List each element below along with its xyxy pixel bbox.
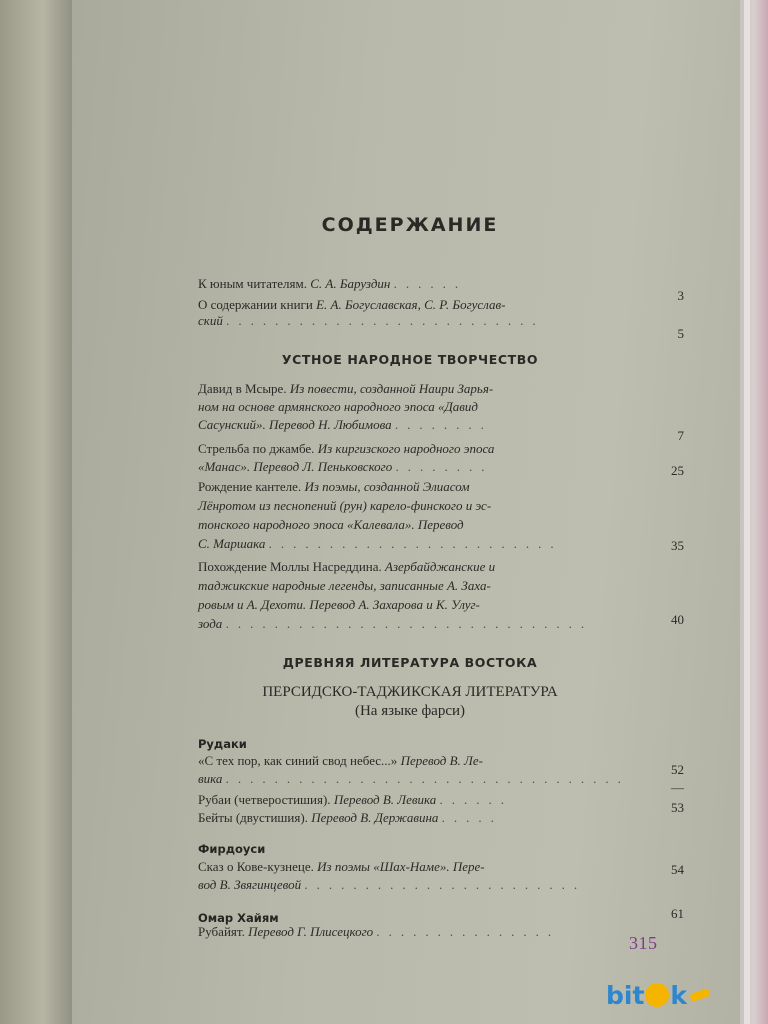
toc-entry-strelba-l2: «Манас». Перевод Л. Пеньковского ........ (198, 459, 494, 474)
right-page-edge-line (744, 0, 750, 1024)
page-number-stamp: 315 (629, 933, 658, 953)
toc-entry-kantele-l3: тонского народного эпоса «Калевала». Перевод (198, 517, 464, 532)
leader-dots: ........................ (268, 536, 563, 551)
leader-dots: ..... (441, 810, 503, 825)
page-ref: 3 (677, 288, 684, 303)
toc-entry-molla: Похождение Моллы Насреддина. Азербайджанские и (198, 559, 496, 574)
page-ref: 40 (671, 612, 684, 627)
toc-entry-rudaki-3: Бейты (двустишия). Перевод В. Державина ..... (198, 810, 503, 825)
toc-entry-khayyam: Рубайят. Перевод Г. Плисецкого ............... (198, 924, 561, 939)
subsection-note: (На языке фарси) (354, 703, 466, 719)
book-page (72, 0, 748, 1024)
page-ref: 35 (671, 538, 684, 553)
watermark-logo-swoosh (689, 988, 710, 1002)
page-ref: 54 (671, 862, 684, 877)
leader-dots: .............................. (225, 616, 594, 631)
toc-entry-david-l2: ном на основе армянского народного эпоса «Давид (198, 399, 478, 414)
toc-entry-rudaki-1-l2: вика ................................. (198, 771, 630, 786)
leader-dots: ...... (439, 792, 514, 807)
watermark-logo-circle (645, 983, 669, 1007)
watermark-logo-text-start: bit (606, 980, 645, 1010)
toc-entry-intro: К юным читателям. С. А. Баруздин ...... (198, 276, 468, 291)
leader-dots: .......................... (226, 313, 545, 328)
section-heading-oral: УСТНОЕ НАРОДНОЕ ТВОРЧЕСТВО (281, 352, 539, 367)
watermark-logo (606, 977, 710, 1013)
toc-entry-kantele-l4: С. Маршака ........................ (198, 536, 563, 551)
toc-entry-molla-l2: таджикские народные легенды, записанные А. Заха- (198, 578, 491, 593)
toc-entry-strelba: Стрельба по джамбе. Из киргизского народного эпоса (198, 441, 495, 456)
page-ref: 25 (671, 463, 684, 478)
author-firdousi: Фирдоуси (198, 842, 266, 856)
section-heading-ancient: ДРЕВНЯЯ ЛИТЕРАТУРА ВОСТОКА (282, 655, 538, 670)
toc-entry-about: О содержании книги Е. А. Богуславская, С. Р. Богуслав- (198, 297, 506, 312)
author-khayyam: Омар Хайям (198, 911, 279, 925)
leader-dots: ........ (395, 459, 494, 474)
toc-entry-about-cont: ский .......................... (198, 313, 545, 328)
watermark-logo-text-end: k (670, 980, 688, 1010)
toc-entry-firdousi-l2: вод В. Звягинцевой ....................... (198, 877, 587, 892)
leader-dots: ........ (394, 417, 493, 432)
leader-dots: ............... (376, 924, 561, 939)
subsection-heading-persian: ПЕРСИДСКО-ТАДЖИКСКАЯ ЛИТЕРАТУРА (262, 684, 558, 700)
toc-entry-rudaki-2: Рубаи (четверостишия). Перевод В. Левика ...... (198, 792, 514, 807)
page-ref: 53 (671, 800, 684, 815)
toc-entry-david-l3: Сасунский». Перевод Н. Любимова ........ (198, 417, 493, 432)
page-title: СОДЕРЖАНИЕ (321, 214, 499, 236)
page-ref: 61 (671, 906, 684, 921)
toc-entry-molla-l3: ровым и А. Дехоти. Перевод А. Захарова и К. Улуг- (198, 597, 480, 612)
leader-dots: ................................. (225, 771, 630, 786)
page-ref: — (671, 780, 684, 795)
toc-entry-molla-l4: зода .............................. (198, 616, 594, 631)
leader-dots: ....................... (304, 877, 587, 892)
toc-entry-kantele: Рождение кантеле. Из поэмы, созданной Элиасом (198, 479, 470, 494)
toc-entry-firdousi: Сказ о Кове-кузнеце. Из поэмы «Шах-Наме». Пере- (198, 859, 485, 874)
author-rudaki: Рудаки (198, 737, 247, 751)
left-page-edge (0, 0, 78, 1024)
page-ref: 7 (677, 428, 684, 443)
toc-entry-david: Давид в Мсыре. Из повести, созданной Наири Зарья- (198, 381, 494, 396)
leader-dots: ...... (393, 276, 468, 291)
toc-entry-kantele-l2: Лёнротом из песнопений (рун) карело-финского и эс- (198, 498, 492, 513)
toc-entry-rudaki-1: «С тех пор, как синий свод небес...» Перевод В. Ле- (198, 753, 483, 768)
page-ref: 5 (677, 326, 684, 341)
page-ref: 52 (671, 762, 684, 777)
